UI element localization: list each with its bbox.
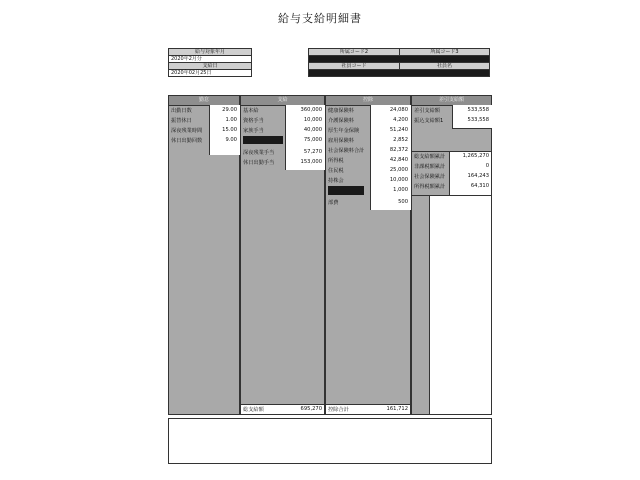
list-item: 資格手当 10,000 [243,117,322,124]
emp-code-label: 社員コード [308,62,400,70]
payments-column [240,95,325,415]
list-item: 差引支給額 533,558 [414,107,489,114]
list-item: 休日出勤手当 153,000 [243,159,322,166]
list-item: 1,000 [326,186,410,196]
list-item: 出勤日数 29.00 [171,107,237,114]
redacted-label [243,136,283,144]
list-item: 75,000 [241,136,324,146]
list-item: 所得税 42,840 [328,157,408,164]
remarks-box [168,418,492,464]
list-item: 介護保険料 4,200 [328,117,408,124]
list-item: 深夜残業手当 57,270 [243,149,322,156]
list-item: 社会保険料合計 82,372 [328,147,408,154]
list-item: 厚生年金保険 51,240 [328,127,408,134]
payments-header: 支給 [241,96,324,106]
list-item: 健康保険料 24,080 [328,107,408,114]
attendance-column [168,95,240,415]
dept-code1-label: 所属コード2 [308,48,400,56]
list-item: 深夜残業時間 15.00 [171,127,237,134]
list-item: 振替休日 1.00 [171,117,237,124]
summary-column [411,95,492,415]
list-item: 部費 500 [328,199,408,206]
period-label: 給与対象年月 [168,48,252,56]
employee-block [308,48,490,80]
list-item: 総支給額累計 1,265,270 [414,153,489,160]
list-item: 基本給 360,000 [243,107,322,114]
summary-blank-stripe [412,196,430,414]
summary-blank-area [412,196,491,414]
list-item: 振込支給額1 533,558 [414,117,489,124]
summary-header: 差引支給額 [412,96,491,106]
emp-info-redacted [308,69,490,77]
emp-name-label: 社員名 [399,62,490,70]
list-item: 持株会 10,000 [328,177,408,184]
list-item: 住民税 25,000 [328,167,408,174]
paydate-label: 支給日 [168,62,252,70]
period-value: 2020年2月分 [168,55,252,63]
payments-total-row [241,404,324,414]
list-item: 社会保険累計 164,243 [414,173,489,180]
redacted-label [328,186,364,195]
list-item: 非課税額累計 0 [414,163,489,170]
page-title: 給与支給明細書 [278,12,362,25]
period-block [168,48,252,80]
deductions-column [325,95,411,415]
list-item: 休日出勤回数 9.00 [171,137,237,144]
deductions-total-value: 161,712 [386,406,408,412]
list-item: 所得税額累計 64,310 [414,183,489,190]
payments-total-label: 総支給額 [243,407,264,413]
deductions-total-row [326,404,410,414]
list-item: 家族手当 40,000 [243,127,322,134]
payments-total-value: 695,270 [300,406,322,412]
summary-cumulative-block [412,151,491,196]
paydate-value: 2020年02月25日 [168,69,252,77]
list-item: 雇用保険料 2,852 [328,137,408,144]
attendance-header: 勤怠 [169,96,239,106]
deductions-header: 控除 [326,96,410,106]
deductions-total-label: 控除合計 [328,407,349,413]
dept-code2-label: 所属コード3 [399,48,490,56]
